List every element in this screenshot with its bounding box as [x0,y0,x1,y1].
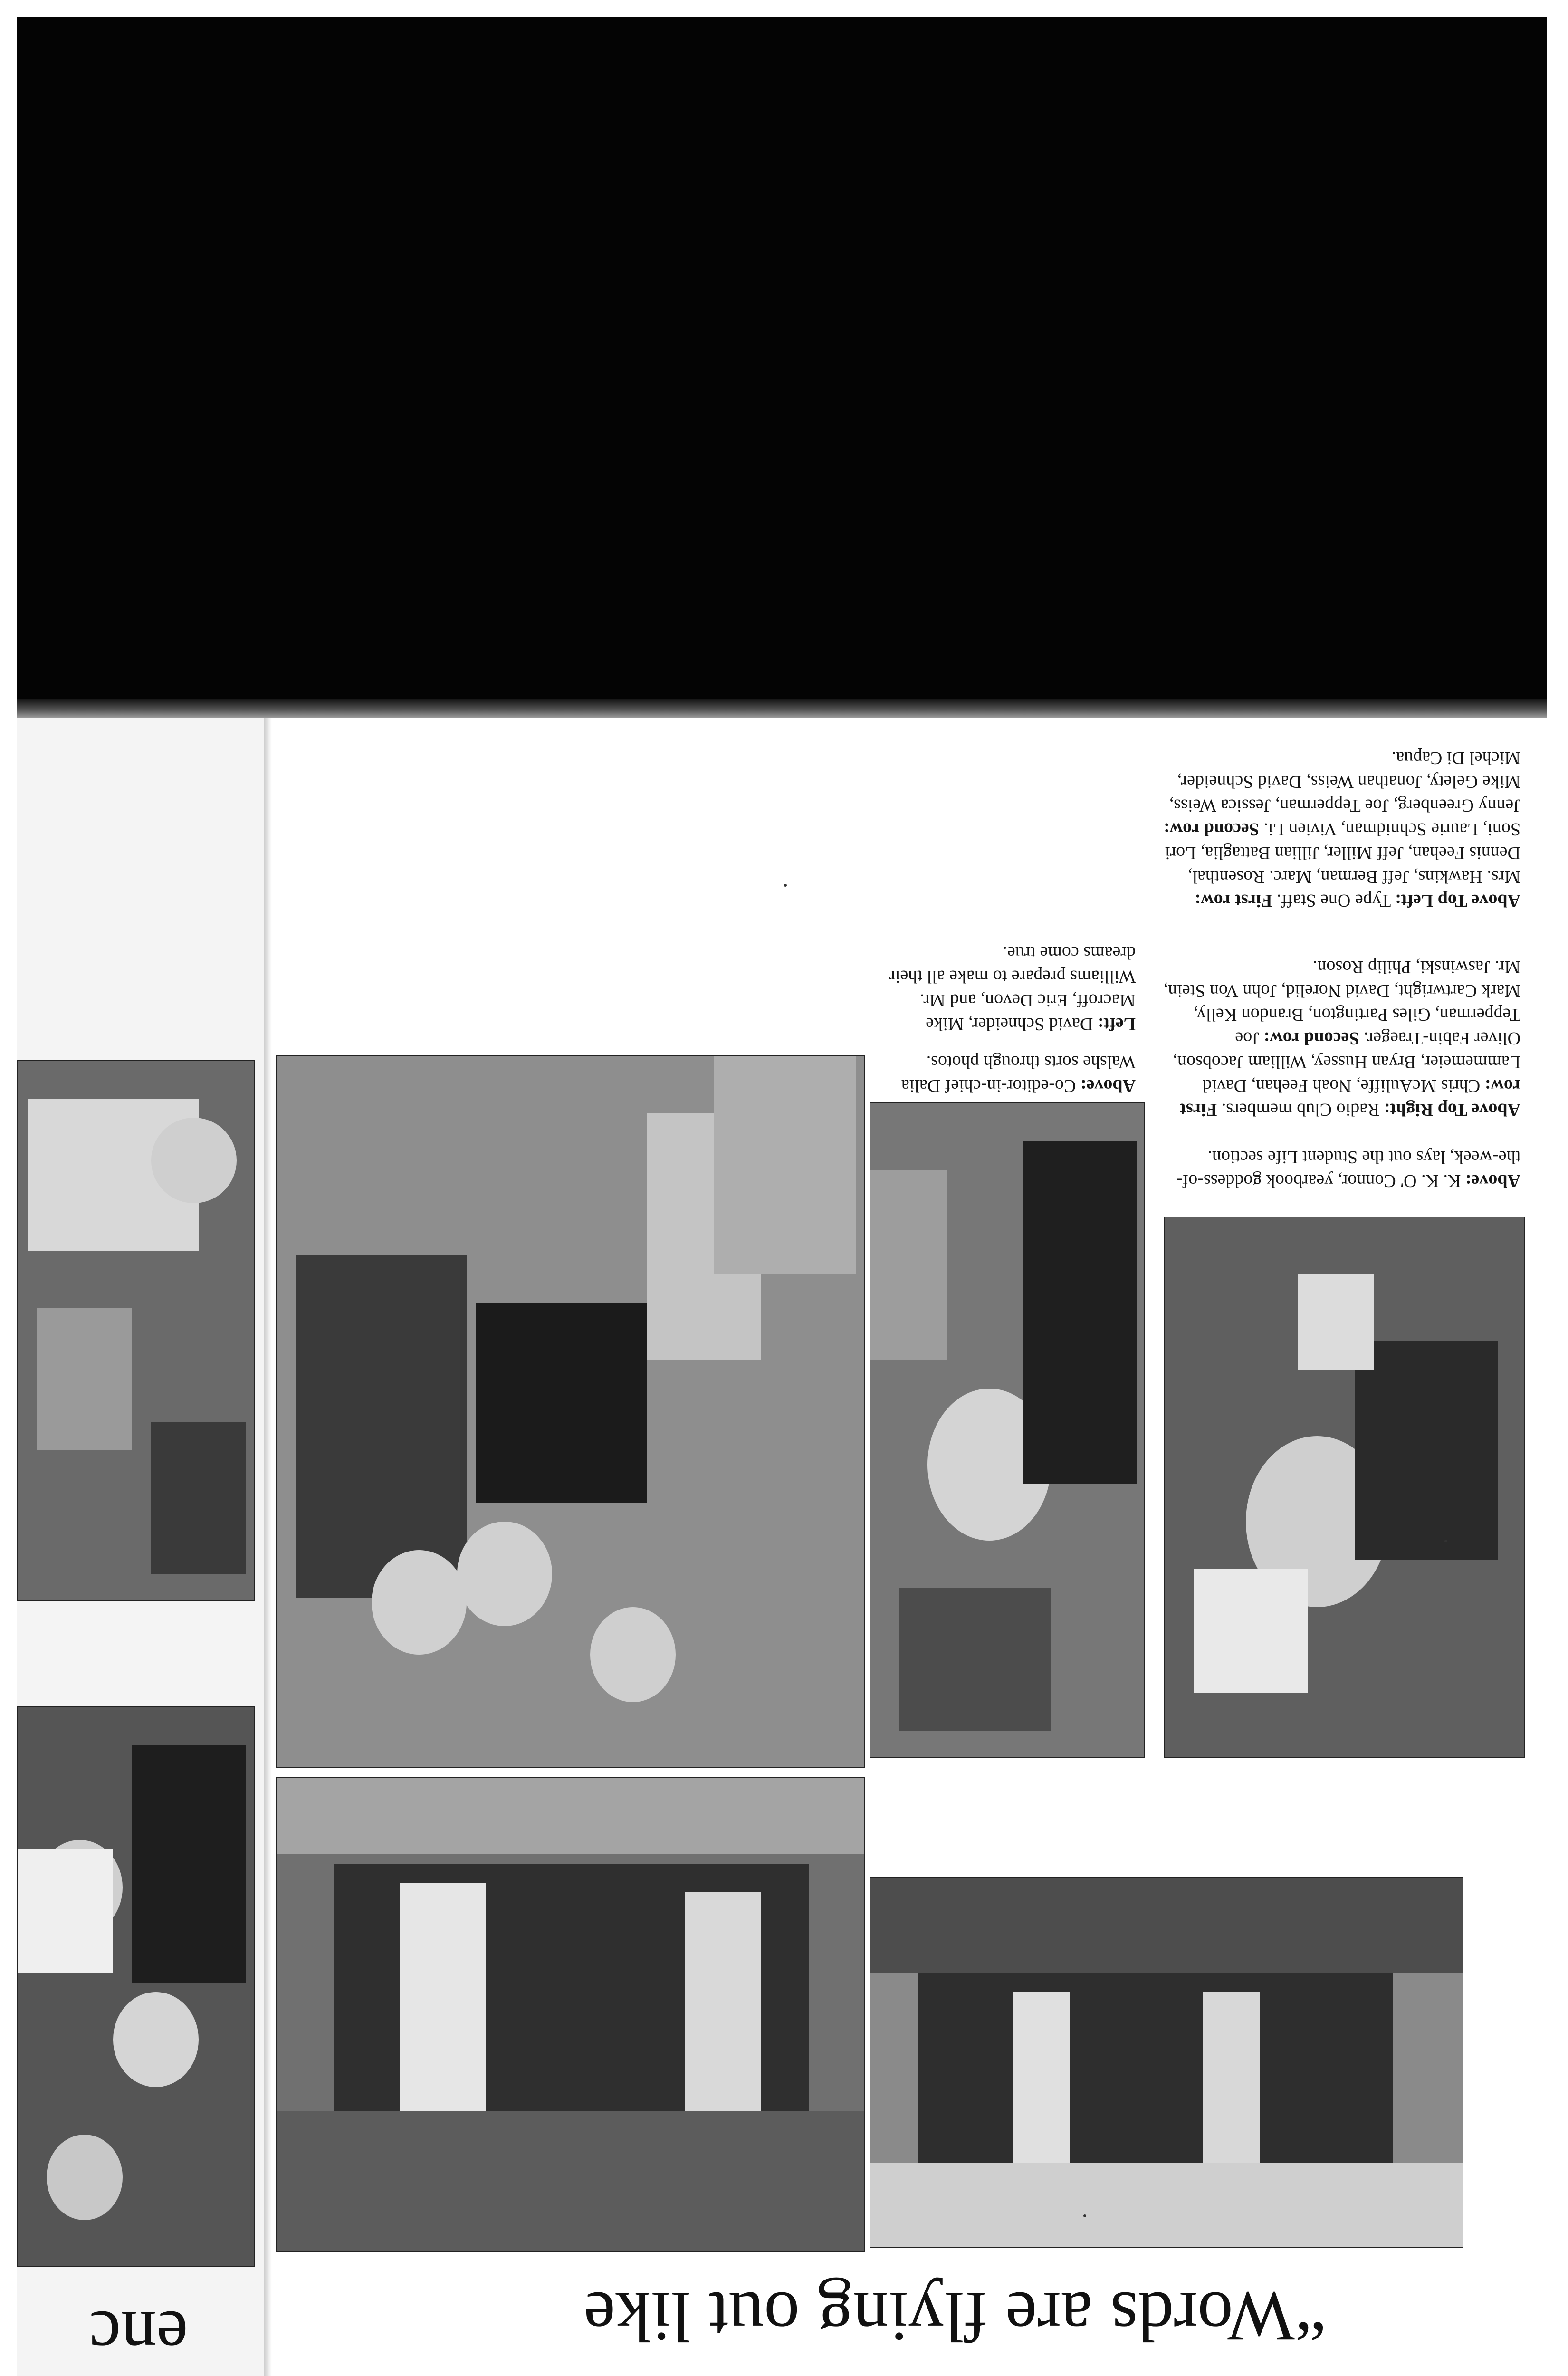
video-camera-photo [276,1055,865,1768]
left-page-top-photo [17,1060,255,1601]
caption-label: Above Top Left: [1395,891,1520,910]
caption-text: Co-editor-in-chief Dalia Walshe sorts through photos. [901,1052,1136,1096]
caption-text: David Schneider, Mike Macroff, Eric Devon, and Mr. Williams prepare to make all their dreams come true. [889,943,1136,1034]
caption-row2: Jenny Greenberg, Joe Tepperman, Jessica Weiss, Mike Gelety, Jonathan Weiss, David Schneider, Michel Di Capua. [1169,748,1520,815]
caption-label: Above Top Right: [1384,1100,1520,1120]
caption-row2-label: Second row: [1164,819,1259,839]
caption-intro: Radio Club members. [1221,1100,1380,1120]
yearbook-goddess-photo [1164,1217,1525,1758]
caption-row1: Chris McAuliffe, Noah Feehan, David Lammemeier, Bryan Hussey, William Jacobson, Oliver Fabin-Traeger. [1173,1028,1520,1096]
caption-text: K. K. O' Connor, yearbook goddess-of-the-week, lays out the Student Life section. [1176,1147,1520,1191]
scan-speck [784,884,787,887]
facing-page [17,718,266,2376]
caption-above-top-right [1159,922,1520,1121]
scan-speck [1083,2214,1086,2217]
left-page-bottom-photo [17,1706,255,2267]
type-one-staff-group-photo [276,1777,865,2252]
page-headline: “Words are flying out like [583,2277,1327,2356]
scan-speck [1444,1540,1447,1542]
dalia-photo [870,1102,1145,1758]
caption-above-oconnor [1159,1140,1520,1193]
caption-above-dalia [870,1045,1136,1098]
caption-label: Above: [1465,1171,1520,1191]
caption-row1: Mrs. Hawkins, Jeff Berman, Marc. Rosenthal, Dennis Feehan, Jeff Miller, Jillian Battaglia, Lori Soni, Laurie Schnidman, Vivien Li. [1165,819,1520,887]
radio-club-group-photo [870,1877,1463,2248]
caption-row1-label: First row: [1195,891,1272,910]
page-gutter [264,718,272,2376]
caption-left [870,941,1136,1036]
caption-row2-label: Second row: [1263,1028,1359,1048]
caption-row1-label: First row: [1180,1076,1520,1120]
scan-band-edge [17,699,1547,718]
caption-intro: Type One Staff. [1276,891,1391,910]
caption-label: Above: [1080,1076,1136,1096]
caption-above-top-left [1159,741,1520,912]
caption-row2: Joe Tepperman, Giles Partington, Brandon Kelly, Mark Cartwright, David Norelid, John Von Stein, Mr. Jaswinski, Philip Roson. [1163,957,1520,1048]
scan-dark-band [17,17,1547,716]
caption-label: Left: [1097,1014,1136,1034]
facing-page-headline-fragment: enc [89,2296,188,2375]
